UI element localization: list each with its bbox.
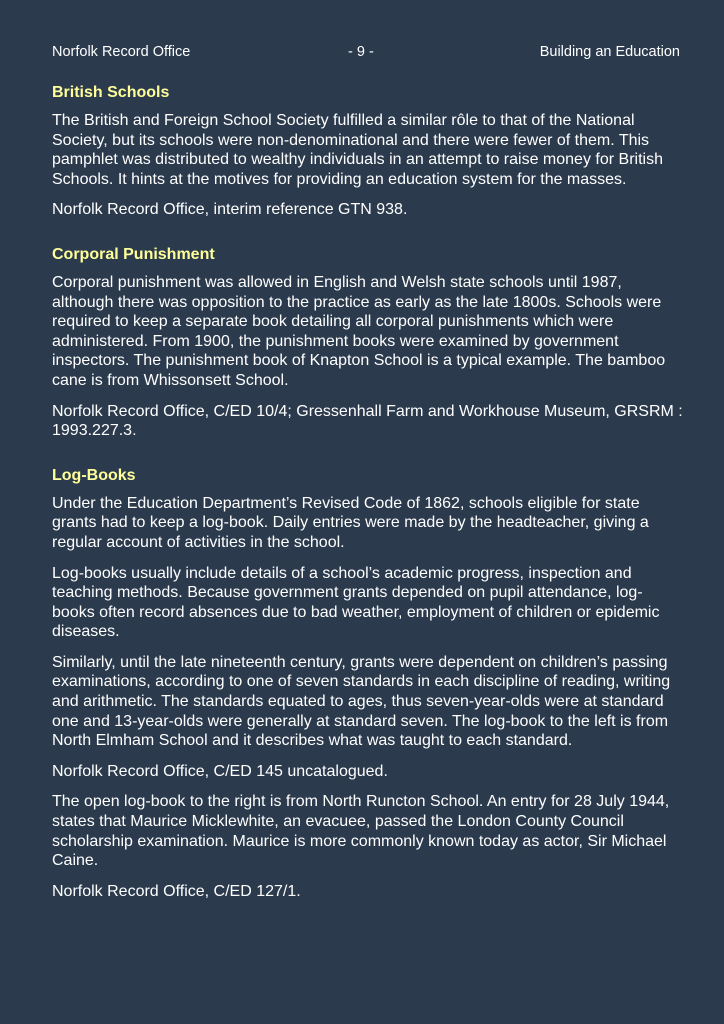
page-number: - 9 - [348, 44, 374, 60]
paragraph: The British and Foreign School Society fulfilled a similar rôle to that of the National Society, but its schools were non-denominational and there were fewer of them. This pamphlet was distributed to wealthy individuals in an attempt to raise money for British Schools. It hints at the motives for providing an education system for the masses. [52, 112, 663, 188]
header-publisher: Norfolk Record Office [52, 44, 191, 60]
section-british-schools [52, 83, 684, 220]
page-content [52, 83, 684, 912]
section-corporal-punishment [52, 245, 684, 441]
paragraph: Similarly, until the late nineteenth century, grants were dependent on children’s passing examinations, according to one of seven standards in each discipline of reading, writing and arithmetic. The standards equated to ages, thus seven-year-olds were at standard one and 13-year-olds were generally at standard seven. The log-book to the left is from North Elmham School and it describes what was taught to each standard. [52, 653, 671, 750]
paragraph: Under the Education Department’s Revised Code of 1862, schools eligible for state grants had to keep a log-book. Daily entries were made by the headteacher, giving a regular account of activities in the school. [52, 494, 649, 551]
paragraph: Corporal punishment was allowed in English and Welsh state schools until 1987, although there was opposition to the practice as early as the late 1800s. Schools were required to keep a separate book detailing all corporal punishments which were administered. From 1900, the punishment books were examined by government inspectors. The punishment book of Knapton School is a typical example. The bamboo cane is from Whissonsett School. [52, 273, 666, 389]
section-heading: British Schools [52, 84, 170, 101]
section-heading: Log-Books [52, 466, 136, 484]
section-log-books [52, 466, 684, 902]
reference: Norfolk Record Office, interim reference GTN 938. [52, 201, 408, 219]
reference: Norfolk Record Office, C/ED 127/1. [52, 882, 301, 900]
header-title: Building an Education [539, 44, 680, 60]
section-heading: Corporal Punishment [52, 245, 215, 263]
page-header [52, 43, 680, 61]
paragraph: The open log-book to the right is from North Runcton School. An entry for 28 July 1944, states that Maurice Micklewhite, an evacuee, passed the London County Council scholarship examination. Maurice is more commonly known today as actor, Sir Michael Caine. [52, 793, 670, 870]
reference: Norfolk Record Office, C/ED 145 uncatalogued. [52, 762, 388, 780]
reference: Norfolk Record Office, C/ED 10/4; Gressenhall Farm and Workhouse Museum, GRSRM : 1993.227.3. [52, 402, 683, 440]
paragraph: Log-books usually include details of a school’s academic progress, inspection and teaching methods. Because government grants depended on pupil attendance, log-books often record absences due to bad weather, employment of children or epidemic diseases. [52, 564, 660, 641]
